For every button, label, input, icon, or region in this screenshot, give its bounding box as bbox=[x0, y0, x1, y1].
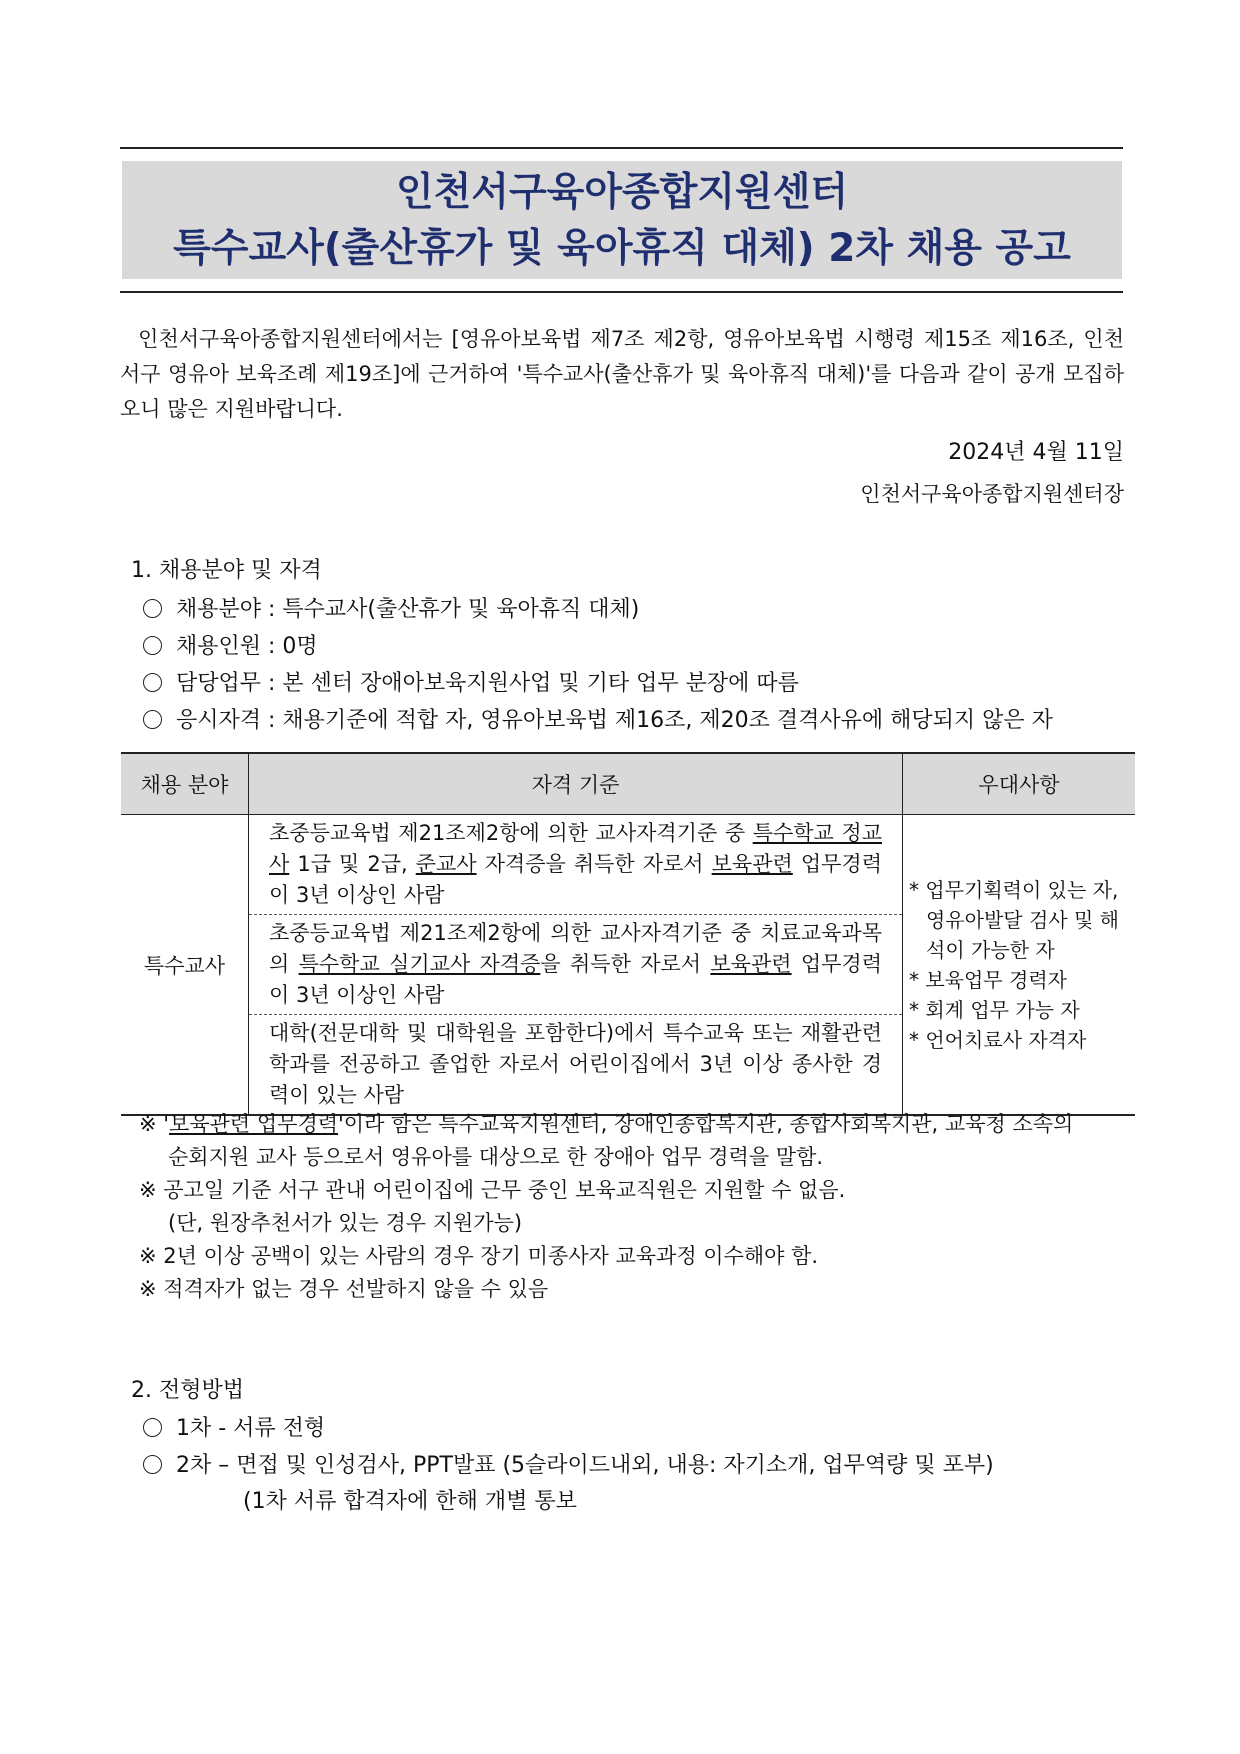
section2-sub-note: (1차 서류 합격자에 한해 개별 통보 bbox=[243, 1489, 577, 1514]
circle-bullet-icon bbox=[143, 1418, 162, 1437]
circle-bullet-icon bbox=[143, 599, 162, 618]
qualification-table bbox=[121, 752, 1135, 1116]
preference-item: * 회계 업무 가능 자 bbox=[909, 997, 1080, 1022]
table-row bbox=[121, 815, 1135, 1116]
section1-item: 응시자격 : 채용기준에 적합 자, 영유아보육법 제16조, 제20조 결격사유에 해당되지 않은 자 bbox=[143, 703, 1053, 734]
header-field: 채용 분야 bbox=[121, 753, 249, 815]
note-2-line-2: (단, 원장추천서가 있는 경우 지원가능) bbox=[168, 1211, 523, 1235]
announcement-date: 2024년 4월 11일 bbox=[948, 440, 1124, 465]
circle-bullet-icon bbox=[143, 710, 162, 729]
intro-text: 인천서구육아종합지원센터에서는 [영유아보육법 제7조 제2항, 영유아보육법 시행령 제15조 제16조, 인천 서구 영유아 보육조례 제19조]에 근거하여 '특수교사(출산휴가 및 육아휴직 대체)'를 다음과 같이 공개 모집하오니 많은 지원바랍니다. bbox=[120, 327, 1124, 421]
issuer: 인천서구육아종합지원센터장 bbox=[860, 482, 1124, 506]
note-1-line-2: 순회지원 교사 등으로서 영유아를 대상으로 한 장애아 업무 경력을 말함. bbox=[168, 1145, 824, 1169]
circle-bullet-icon bbox=[143, 1455, 162, 1474]
note-4: ※ 적격자가 없는 경우 선발하지 않을 수 있음 bbox=[139, 1277, 549, 1301]
note-3: ※ 2년 이상 공백이 있는 사람의 경우 장기 미종사자 교육과정 이수해야 함. bbox=[139, 1244, 819, 1268]
preference-item: * 보육업무 경력자 bbox=[909, 967, 1067, 992]
section2-item: 2차 – 면접 및 인성검사, PPT발표 (5슬라이드내외, 내용: 자기소개, 업무역량 및 포부) bbox=[143, 1448, 994, 1479]
title-banner bbox=[122, 161, 1122, 279]
header-criteria: 자격 기준 bbox=[249, 753, 903, 815]
section2-heading: 2. 전형방법 bbox=[131, 1378, 244, 1403]
circle-bullet-icon bbox=[143, 636, 162, 655]
criteria-cell bbox=[249, 815, 903, 1116]
preference-item: * 업무기획력이 있는 자, 영유아발달 검사 및 해석이 가능한 자 bbox=[909, 877, 1119, 962]
intro-paragraph bbox=[120, 322, 1124, 427]
section1-item: 담당업무 : 본 센터 장애아보육지원사업 및 기타 업무 분장에 따름 bbox=[143, 666, 799, 697]
header-preferences: 우대사항 bbox=[903, 753, 1136, 815]
preferences-cell bbox=[903, 815, 1136, 1116]
criterion-3: 대학(전문대학 및 대학원을 포함한다)에서 특수교육 또는 재활관련학과를 전공하고 졸업한 자로서 어린이집에서 3년 이상 종사한 경력이 있는 사람 bbox=[269, 1021, 882, 1107]
section1-item: 채용분야 : 특수교사(출산휴가 및 육아휴직 대체) bbox=[143, 592, 639, 623]
section1-heading: 1. 채용분야 및 자격 bbox=[131, 558, 322, 583]
bottom-rule bbox=[120, 291, 1123, 293]
criterion-1: 초중등교육법 제21조제2항에 의한 교사자격기준 중 특수학교 정교사 1급 및 2급, 준교사 자격증을 취득한 자로서 보육관련 업무경력이 3년 이상인 사람 bbox=[249, 815, 902, 915]
top-rule bbox=[120, 147, 1123, 149]
title-line-1: 인천서구육아종합지원센터 bbox=[395, 170, 849, 215]
note-1: ※ '보육관련 업무경력'이라 함은 특수교육지원센터, 장애인종합복지관, 종합사회복지관, 교육청 소속의 bbox=[139, 1112, 1074, 1136]
section2-item: 1차 - 서류 전형 bbox=[143, 1411, 325, 1442]
section1-item: 채용인원 : 0명 bbox=[143, 629, 318, 660]
table-header-row bbox=[121, 753, 1135, 815]
title-line-2: 특수교사(출산휴가 및 육아휴직 대체) 2차 채용 공고 bbox=[173, 226, 1071, 271]
preference-item: * 언어치료사 자격자 bbox=[909, 1027, 1087, 1052]
criterion-2: 초중등교육법 제21조제2항에 의한 교사자격기준 중 치료교육과목의 특수학교 실기교사 자격증을 취득한 자로서 보육관련 업무경력이 3년 이상인 사람 bbox=[249, 915, 902, 1015]
circle-bullet-icon bbox=[143, 673, 162, 692]
note-2: ※ 공고일 기준 서구 관내 어린이집에 근무 중인 보육교직원은 지원할 수 없음. bbox=[139, 1178, 846, 1202]
field-cell: 특수교사 bbox=[121, 815, 249, 1116]
